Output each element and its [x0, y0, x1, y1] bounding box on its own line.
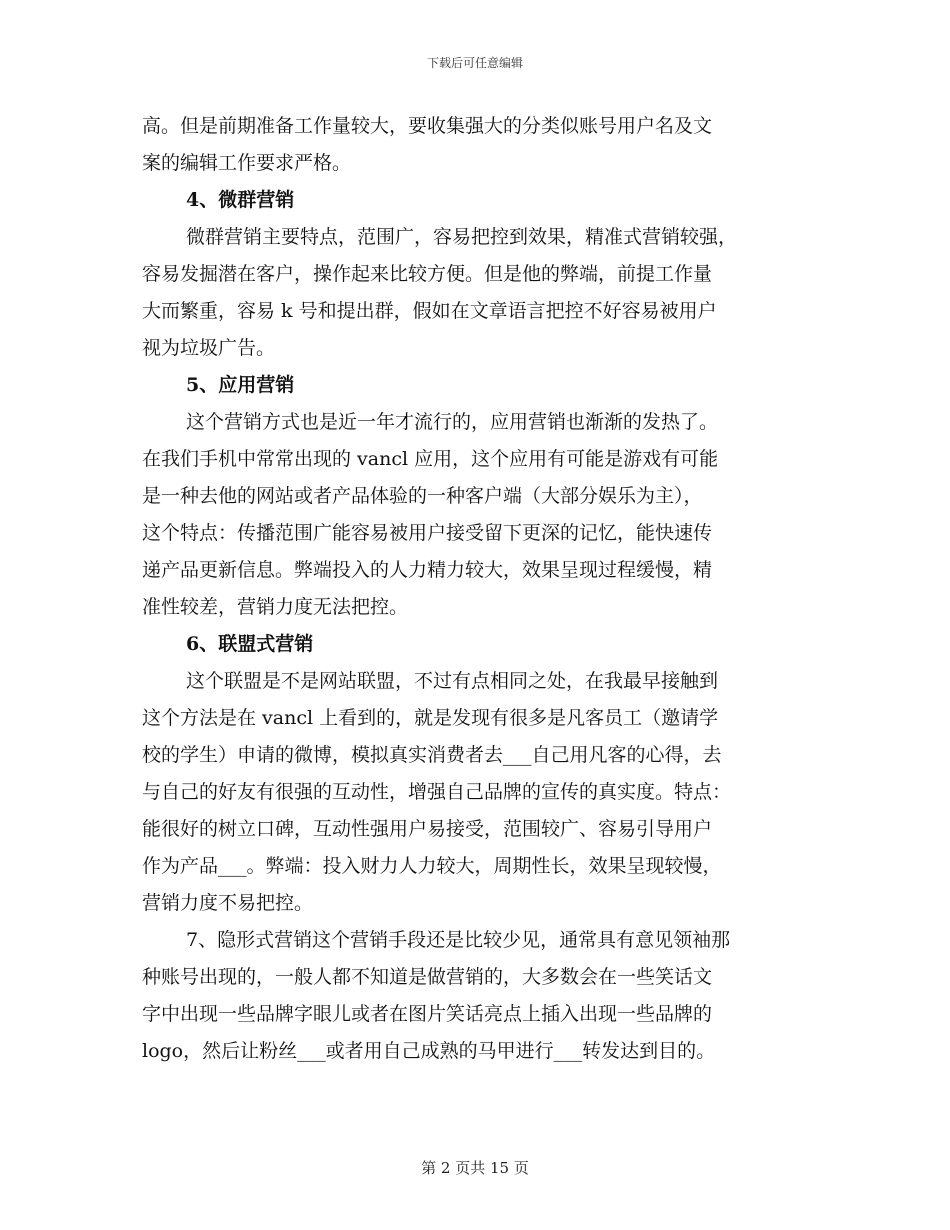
paragraph-line: 递产品更新信息。弊端投入的人力精力较大，效果呈现过程缓慢，精 — [142, 559, 713, 581]
paragraph-line: 案的编辑工作要求严格。 — [142, 152, 352, 174]
paragraph-line: 营销力度不易把控。 — [142, 892, 314, 914]
paragraph-line: 与自己的好友有很强的互动性，增强自己品牌的宣传的真实度。特点： — [142, 781, 732, 803]
section-heading: 4、微群营销 — [186, 189, 295, 211]
paragraph-line: 字中出现一些品牌字眼儿或者在图片笑话亮点上插入出现一些品牌的 — [142, 1003, 713, 1025]
paragraph-line: 高。但是前期准备工作量较大，要收集强大的分类似账号用户名及文 — [142, 115, 713, 137]
paragraph-line: 容易发掘潜在客户，操作起来比较方便。但是他的弊端，前提工作量 — [142, 263, 713, 285]
paragraph-line: logo，然后让粉丝___或者用自己成熟的马甲进行___转发达到目的。 — [142, 1040, 716, 1062]
paragraph-line: 能很好的树立口碑，互动性强用户易接受，范围较广、容易引导用户 — [142, 818, 713, 840]
paragraph-line: 大而繁重，容易 k 号和提出群，假如在文章语言把控不好容易被用户 — [142, 300, 717, 322]
page-footer: 第 2 页共 15 页 — [421, 1159, 529, 1177]
paragraph-line: 7、隐形式营销这个营销手段还是比较少见，通常具有意见领袖那 — [186, 929, 731, 951]
paragraph-line: 这个营销方式也是近一年才流行的，应用营销也渐渐的发热了。 — [186, 411, 719, 433]
paragraph-line: 这个特点：传播范围广能容易被用户接受留下更深的记忆，能快速传 — [142, 522, 713, 544]
paragraph-line: 作为产品___。弊端：投入财力人力较大，周期性长，效果呈现较慢， — [142, 855, 722, 877]
paragraph-line: 准性较差，营销力度无法把控。 — [142, 596, 409, 618]
paragraph-line: 视为垃圾广告。 — [142, 337, 276, 359]
paragraph-line: 是一种去他的网站或者产品体验的一种客户端（大部分娱乐为主）， — [142, 485, 703, 507]
page-header: 下载后可任意编辑 — [426, 56, 523, 70]
document-body — [142, 108, 814, 1070]
paragraph-line: 种账号出现的，一般人都不知道是做营销的，大多数会在一些笑话文 — [142, 966, 713, 988]
paragraph-line: 校的学生）申请的微博，模拟真实消费者去___自己用凡客的心得，去 — [142, 744, 722, 766]
section-heading: 5、应用营销 — [186, 374, 295, 396]
paragraph-line: 这个联盟是不是网站联盟，不过有点相同之处，在我最早接触到 — [186, 670, 719, 692]
paragraph-line: 在我们手机中常常出现的 vancl 应用，这个应用有可能是游戏有可能 — [142, 448, 719, 470]
paragraph-line: 微群营销主要特点，范围广，容易把控到效果，精准式营销较强， — [186, 226, 738, 248]
section-heading: 6、联盟式营销 — [186, 633, 314, 655]
paragraph-line: 这个方法是在 vancl 上看到的，就是发现有很多是凡客员工（邀请学 — [142, 707, 719, 729]
